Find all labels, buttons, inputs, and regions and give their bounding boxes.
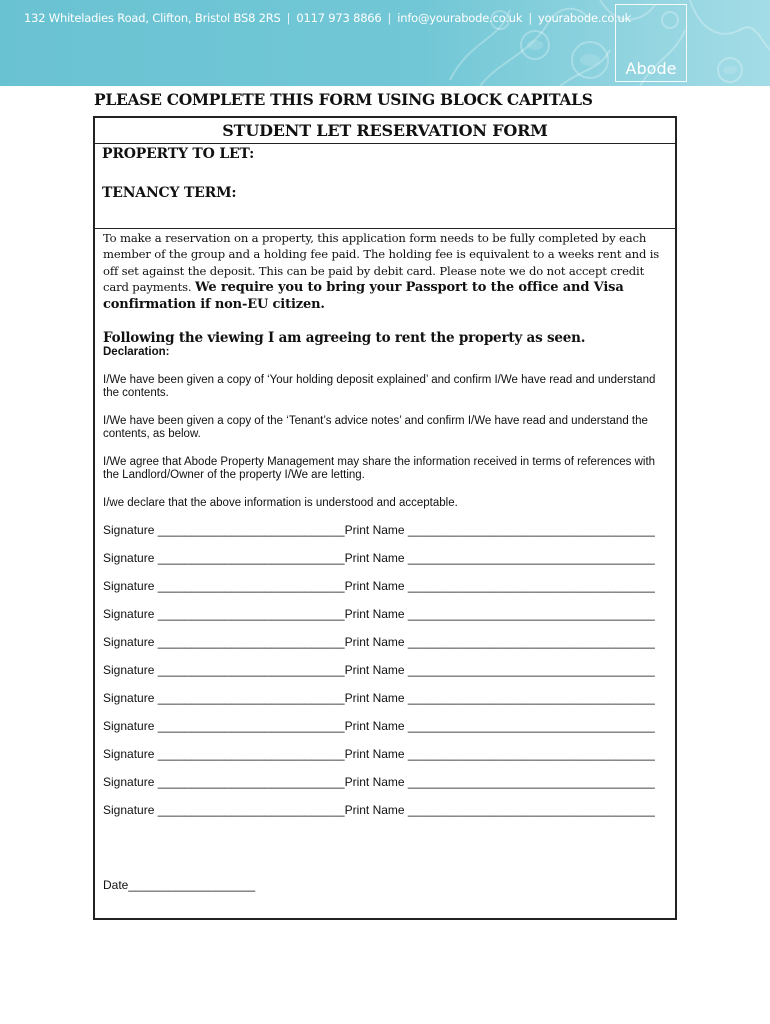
email-link[interactable]: info@yourabode.co.uk [397, 11, 523, 25]
signature-row[interactable]: Signature ____________________________Print Name _____________________________________ [103, 579, 655, 594]
signature-row[interactable]: Signature ____________________________Print Name _____________________________________ [103, 747, 655, 762]
header-banner [0, 0, 770, 86]
property-section [95, 144, 675, 229]
form-title: STUDENT LET RESERVATION FORM [95, 118, 675, 144]
signature-row[interactable]: Signature ____________________________Print Name _____________________________________ [103, 663, 655, 678]
intro-text: To make a reservation on a property, this application form needs to be fully completed by each member of the group and a holding fee paid. The holding fee is equivalent to a weeks rent and is off set against the deposit. This can be paid by debit card. Please note we do not accept credit card payments. [103, 231, 660, 294]
signature-row[interactable]: Signature ____________________________Print Name _____________________________________ [103, 551, 655, 566]
declaration-item: I/we declare that the above information is understood and acceptable. [103, 496, 458, 509]
address-text: 132 Whiteladies Road, Clifton, Bristol BS8 2RS [24, 11, 281, 25]
form-body [95, 229, 675, 831]
logo-text: Abode [625, 59, 677, 78]
signature-row[interactable]: Signature ____________________________Print Name _____________________________________ [103, 691, 655, 706]
declaration-item: I/We agree that Abode Property Management may share the information received in terms of references with the Landlord/Owner of the property I/We are letting. [103, 455, 656, 482]
instruction-heading: PLEASE COMPLETE THIS FORM USING BLOCK CAPITALS [94, 90, 593, 109]
abode-logo [615, 4, 687, 82]
contact-info: 132 Whiteladies Road, Clifton, Bristol BS8 2RS | 0117 973 8866 | info@yourabode.co.uk | yourabode.co.uk [24, 11, 632, 25]
signature-row[interactable]: Signature ____________________________Print Name _____________________________________ [103, 803, 655, 818]
signature-row[interactable]: Signature ____________________________Print Name _____________________________________ [103, 607, 655, 622]
intro-paragraph [103, 229, 667, 313]
declaration-item: I/We have been given a copy of ‘Your holding deposit explained’ and confirm I/We have read and understand the contents. [103, 373, 656, 400]
signature-row[interactable]: Signature ____________________________Print Name _____________________________________ [103, 635, 655, 650]
property-to-let-label: PROPERTY TO LET: [102, 146, 255, 162]
website-link[interactable]: yourabode.co.uk [538, 11, 632, 25]
viewing-agreement: Following the viewing I am agreeing to rent the property as seen. [103, 330, 586, 347]
reservation-form [93, 116, 677, 920]
signature-list [103, 523, 667, 831]
phone-text: 0117 973 8866 [296, 11, 382, 25]
signature-row[interactable]: Signature ____________________________Print Name _____________________________________ [103, 719, 655, 734]
passport-notice: We require you to bring your Passport to the office and Visa confirmation if non-EU citizen. [103, 279, 624, 313]
declaration-heading: Declaration: [103, 346, 170, 359]
signature-row[interactable]: Signature ____________________________Print Name _____________________________________ [103, 775, 655, 790]
tenancy-term-label: TENANCY TERM: [102, 185, 237, 201]
declaration-section [103, 346, 667, 510]
declaration-item: I/We have been given a copy of the ‘Tenant’s advice notes’ and confirm I/We have read and understand the contents, as below. [103, 414, 648, 441]
date-field[interactable]: Date___________________ [103, 878, 256, 892]
signature-row[interactable]: Signature ____________________________Print Name _____________________________________ [103, 523, 655, 538]
